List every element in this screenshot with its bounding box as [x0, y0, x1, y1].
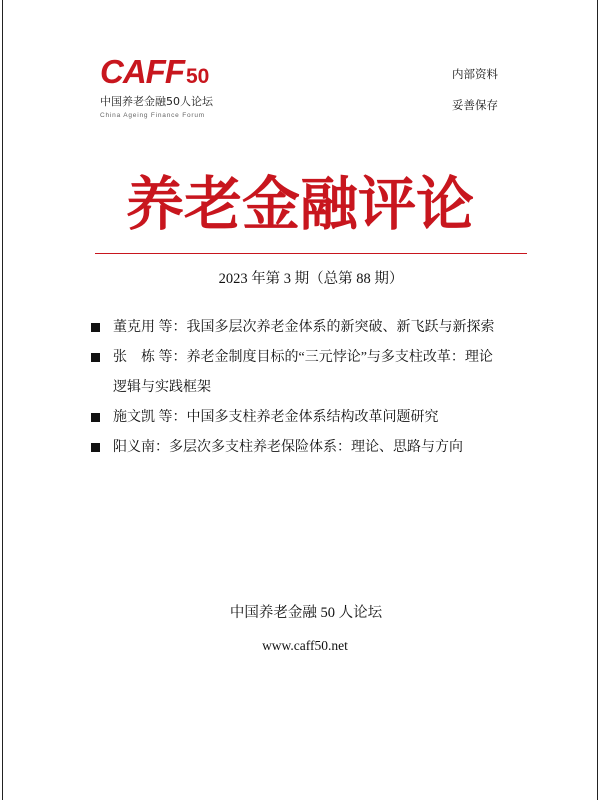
internal-label: 内部资料 [452, 69, 498, 81]
title-divider [95, 253, 527, 254]
article-line: 阳义南：多层次多支柱养老保险体系：理论、思路与方向 [113, 440, 463, 455]
square-bullet-icon [91, 353, 100, 362]
logo-name-cn: 中国养老金融50人论坛 [100, 95, 213, 108]
article-list [91, 313, 531, 463]
caff-logo [100, 53, 230, 121]
list-item [91, 433, 531, 463]
article-line-continued: 逻辑与实践框架 [113, 380, 211, 395]
square-bullet-icon [91, 413, 100, 422]
journal-title: 养老金融评论 [125, 172, 474, 237]
footer-organization: 中国养老金融 50 人论坛 [229, 605, 383, 621]
article-line: 张 栋 等：养老金制度目标的“三元悖论”与多支柱改革：理论 [113, 350, 493, 365]
logo-mark [100, 53, 230, 90]
keep-safe-label: 妥善保存 [452, 100, 498, 112]
confidentiality-labels [452, 60, 498, 122]
article-line: 施文凯 等：中国多支柱养老金体系结构改革问题研究 [113, 410, 439, 425]
list-item [91, 403, 531, 433]
square-bullet-icon [91, 323, 100, 332]
issue-number: 2023 年第 3 期（总第 88 期） [218, 271, 404, 287]
footer-website: www.caff50.net [262, 638, 348, 653]
logo-brand: CAFF [100, 53, 184, 90]
list-item [91, 313, 531, 343]
logo-name-en: China Ageing Finance Forum [100, 112, 205, 119]
square-bullet-icon [91, 443, 100, 452]
logo-number: 50 [185, 65, 210, 88]
list-item [91, 343, 531, 403]
article-line: 董克用 等：我国多层次养老金体系的新突破、新飞跃与新探索 [113, 320, 495, 335]
